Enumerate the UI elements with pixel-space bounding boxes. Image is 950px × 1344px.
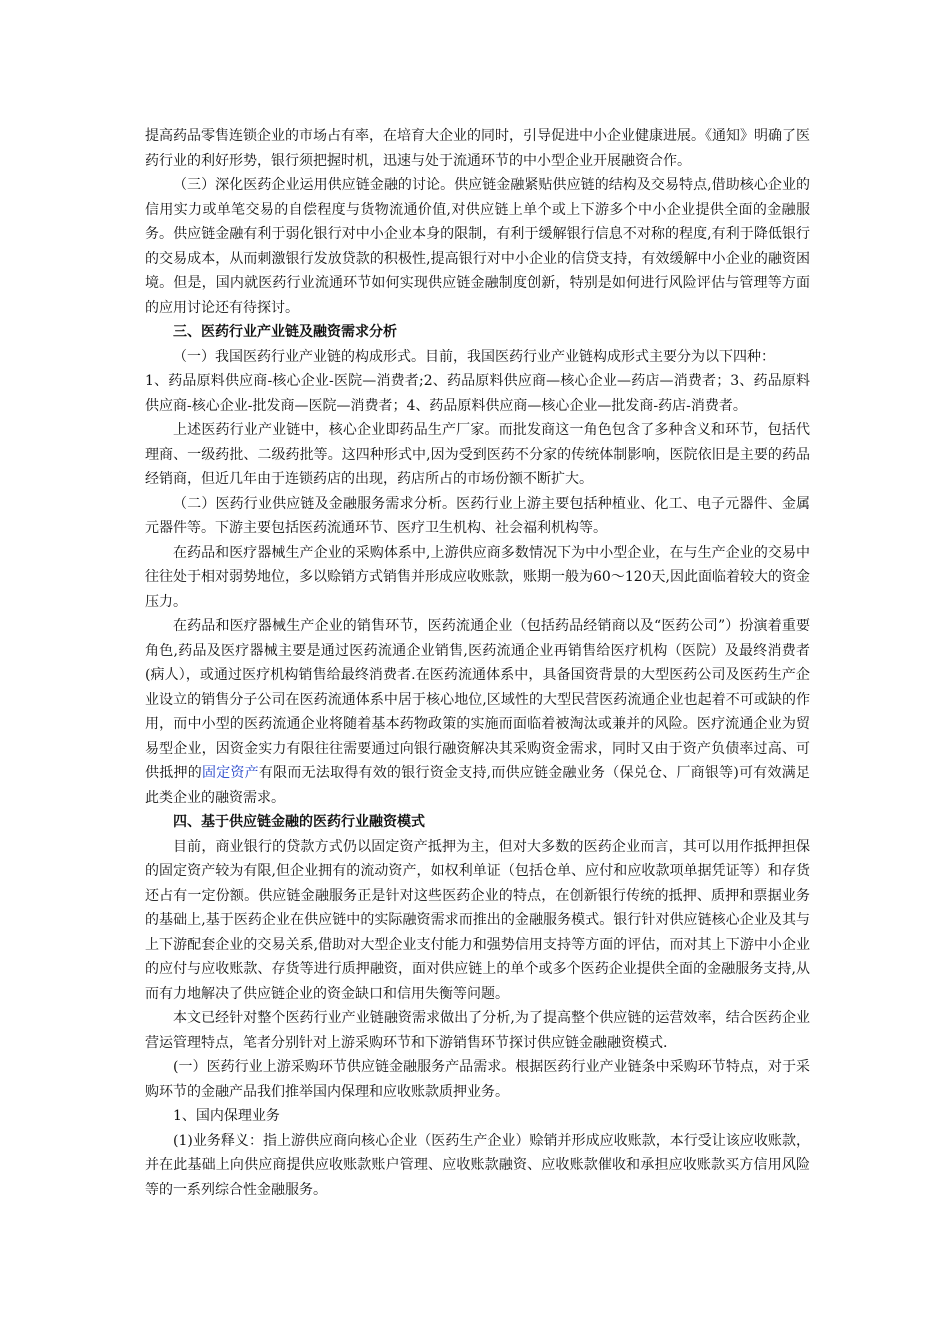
paragraph-section-2-3: （三）深化医药企业运用供应链金融的讨论。供应链金融紧贴供应链的结构及交易特点,借助核心企业的信用实力或单笔交易的自偿程度与货物流通价值,对供应链上单个或上下游多个中小企业提供全面的金融服务。供应链金融有利于弱化银行对中小企业本身的限制，有利于缓解银行信息不对称的程度,有利于降低银行的交易成本，从而刺激银行发放贷款的积极性,提高银行对中小企业的信贷支持，有效缓解中小企业的融资困境。但是，国内就医药行业流通环节如何实现供应链金融制度创新，特别是如何进行风险评估与管理等方面的应用讨论还有待探讨。: [145, 177, 810, 316]
paragraph-loan-methods: 目前，商业银行的贷款方式仍以固定资产抵押为主，但对大多数的医药企业而言，其可以用作抵押担保的固定资产较为有限,但企业拥有的流动资产，如权利单证（包括仓单、应付和应收款项单据凭证等）和存货还占有一定份额。供应链金融服务正是针对这些医药企业的特点，在创新银行传统的抵押、质押和票据业务的基础上,基于医药企业在供应链中的实际融资需求而推出的金融服务模式。银行针对供应链核心企业及其与上下游配套企业的交易关系,借助对大型企业支付能力和强势信用支持等方面的评估，而对其上下游中小企业的应付与应收账款、存货等进行质押融资，面对供应链上的单个或多个医药企业提供全面的金融服务支持,从而有力地解决了供应链企业的资金缺口和信用失衡等问题。: [145, 838, 810, 1002]
paragraph-procurement-system: 在药品和医疗器械生产企业的采购体系中,上游供应商多数情况下为中小型企业，在与生产企业的交易中往往处于相对弱势地位，多以赊销方式销售并形成应收账款，账期一般为60～120天,因此面临着较大的资金压力。: [145, 544, 810, 610]
paragraph-chain-forms-list: 1、药品原料供应商-核心企业-医院—消费者;2、药品原料供应商—核心企业—药店—消费者；3、药品原料供应商-核心企业-批发商—医院—消费者；4、药品原料供应商—核心企业—批发商-药店-消费者。: [145, 373, 810, 414]
paragraph-sales-segment-part2: 有限而无法取得有效的银行资金支持,而供应链金融业务（保兑仓、厂商银等)可有效满足此类企业的融资需求。: [145, 765, 811, 806]
fixed-assets-link[interactable]: 固定资产: [201, 765, 259, 781]
paragraph-business-definition: (1)业务释义：指上游供应商向核心企业（医药生产企业）赊销并形成应收账款，本行受让该应收账款，并在此基础上向供应商提供应收账款账户管理、应收账款融资、应收账款催收和承担应收账款买方信用风险等的一系列综合性金融服务。: [145, 1132, 810, 1198]
heading-section-3: 三、医药行业产业链及融资需求分析: [173, 324, 397, 340]
paragraph-market-share: 提高药品零售连锁企业的市场占有率，在培育大企业的同时，引导促进中小企业健康进展。《通知》明确了医药行业的利好形势，银行须把握时机，迅速与处于流通环节的中小型企业开展融资合作。: [145, 128, 810, 169]
paragraph-upstream-products: (一）医药行业上游采购环节供应链金融服务产品需求。根据医药行业产业链条中采购环节特点，对于采购环节的金融产品我们推举国内保理和应收账款质押业务。: [145, 1059, 810, 1100]
paragraph-chain-forms-intro: （一）我国医药行业产业链的构成形式。目前，我国医药行业产业链构成形式主要分为以下四种：: [173, 348, 775, 365]
heading-section-4: 四、基于供应链金融的医药行业融资模式: [173, 814, 425, 830]
subheading-domestic-factoring: 1、国内保理业务: [173, 1108, 280, 1124]
paragraph-core-enterprise: 上述医药行业产业链中，核心企业即药品生产厂家。而批发商这一角色包含了多种含义和环节，包括代理商、一级药批、二级药批等。这四种形式中,因为受到医药不分家的传统体制影响，医院依旧是主要的药品经销商，但近几年由于连锁药店的出现，药店所占的市场份额不断扩大。: [145, 422, 810, 487]
paragraph-sales-segment-part1: 在药品和医疗器械生产企业的销售环节，医药流通企业（包括药品经销商以及“医药公司”）扮演着重要角色,药品及医疗器械主要是通过医药流通企业销售,医药流通企业再销售给医疗机构（医院）及最终消费者(病人），或通过医疗机构销售给最终消费者.在医药流通体系中，具备国资背景的大型医药公司及医药生产企业设立的销售分子公司在医药流通体系中居于核心地位,区域性的大型民营医药流通企业也起着不可或缺的作用，而中小型的医药流通企业将随着基本药物政策的实施而面临着被淘汰或兼并的风险。医疗流通企业为贸易型企业，因资金实力有限往往需要通过向银行融资解决其采购资金需求，同时又由于资产负债率过高、可供抵押的: [145, 618, 810, 781]
document-page: [145, 124, 810, 1202]
paragraph-analysis-summary: 本文已经针对整个医药行业产业链融资需求做出了分析,为了提高整个供应链的运营效率，结合医药企业营运管理特点，笔者分别针对上游采购环节和下游销售环节探讨供应链金融融资模式.: [145, 1010, 810, 1051]
paragraph-supply-chain-analysis: （二）医药行业供应链及金融服务需求分析。医药行业上游主要包括种植业、化工、电子元器件、金属元器件等。下游主要包括医药流通环节、医疗卫生机构、社会福利机构等。: [145, 495, 810, 536]
paragraph-sales-segment: [145, 614, 810, 810]
